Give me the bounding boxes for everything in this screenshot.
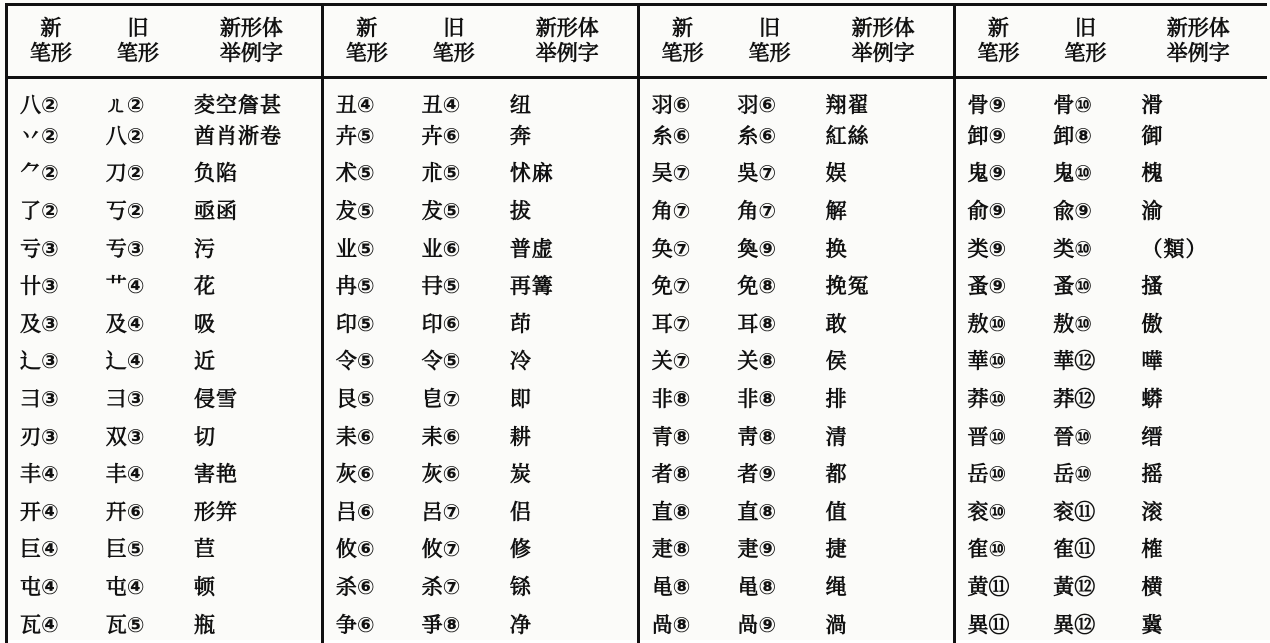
- new-stroke-cell: 开④: [7, 493, 94, 531]
- new-stroke-cell: 令⑤: [322, 343, 409, 381]
- table-row: [7, 267, 1268, 305]
- example-chars-cell: 御: [1130, 117, 1268, 155]
- new-stroke-cell: 杀⑥: [322, 568, 409, 606]
- example-chars-cell: 冀: [1130, 606, 1268, 643]
- old-stroke-cell: 咼⑨: [725, 606, 813, 643]
- old-stroke-cell: 业⑥: [410, 230, 498, 268]
- example-chars-cell: 净: [498, 606, 638, 643]
- old-stroke-cell: 令⑤: [410, 343, 498, 381]
- new-stroke-cell: 非⑧: [638, 380, 725, 418]
- old-stroke-cell: 艹④: [94, 267, 182, 305]
- header-examples: 新形体 举例字: [498, 5, 638, 78]
- new-stroke-cell: 青⑧: [638, 418, 725, 456]
- old-stroke-cell: 类⑩: [1041, 230, 1129, 268]
- table-row: [7, 155, 1268, 193]
- new-stroke-cell: 术⑤: [322, 155, 409, 193]
- new-stroke-cell: 糸⑥: [638, 117, 725, 155]
- example-chars-cell: 切: [182, 418, 322, 456]
- new-stroke-cell: 彐③: [7, 380, 94, 418]
- old-stroke-cell: 灰⑥: [410, 455, 498, 493]
- old-stroke-cell: 兪⑨: [1041, 192, 1129, 230]
- new-stroke-cell: 吴⑦: [638, 155, 725, 193]
- new-stroke-cell: 免⑦: [638, 267, 725, 305]
- new-stroke-cell: 丰④: [7, 455, 94, 493]
- old-stroke-cell: 莽⑫: [1041, 380, 1129, 418]
- old-stroke-cell: 異⑫: [1041, 606, 1129, 643]
- table-row: [7, 343, 1268, 381]
- table-row: [7, 418, 1268, 456]
- old-stroke-cell: 屯④: [94, 568, 182, 606]
- table-row: [7, 606, 1268, 643]
- old-stroke-cell: 非⑧: [725, 380, 813, 418]
- header-examples: 新形体 举例字: [1130, 5, 1268, 78]
- old-stroke-cell: ㄦ②: [94, 78, 182, 118]
- old-stroke-cell: 者⑨: [725, 455, 813, 493]
- old-stroke-cell: 丂②: [94, 192, 182, 230]
- example-chars-cell: 普虚: [498, 230, 638, 268]
- header-old-stroke: 旧 笔形: [725, 5, 813, 78]
- old-stroke-cell: 杀⑦: [410, 568, 498, 606]
- old-stroke-cell: 爭⑧: [410, 606, 498, 643]
- example-chars-cell: 绳: [814, 568, 954, 606]
- new-stroke-cell: 蚤⑨: [954, 267, 1041, 305]
- example-chars-cell: 即: [498, 380, 638, 418]
- example-chars-cell: 酋肖淅卷: [182, 117, 322, 155]
- example-chars-cell: 娱: [814, 155, 954, 193]
- new-stroke-cell: 卄③: [7, 267, 94, 305]
- new-stroke-cell: 疌⑧: [638, 531, 725, 569]
- old-stroke-cell: 骨⑩: [1041, 78, 1129, 118]
- example-chars-cell: 摇: [1130, 455, 1268, 493]
- old-stroke-cell: ⺕③: [94, 380, 182, 418]
- header-old-stroke: 旧 笔形: [410, 5, 498, 78]
- new-stroke-cell: 奂⑦: [638, 230, 725, 268]
- table-row: [7, 192, 1268, 230]
- old-stroke-cell: 亐③: [94, 230, 182, 268]
- example-chars-cell: 近: [182, 343, 322, 381]
- example-chars-cell: 嘩: [1130, 343, 1268, 381]
- table-header-row: [7, 5, 1268, 78]
- old-stroke-cell: 靑⑧: [725, 418, 813, 456]
- example-chars-cell: 榷: [1130, 531, 1268, 569]
- example-chars-cell: 亟函: [182, 192, 322, 230]
- header-new-stroke: 新 笔形: [638, 5, 725, 78]
- new-stroke-cell: 了②: [7, 192, 94, 230]
- new-stroke-cell: 異⑪: [954, 606, 1041, 643]
- example-chars-cell: 负陷: [182, 155, 322, 193]
- old-stroke-cell: 皀⑦: [410, 380, 498, 418]
- old-stroke-cell: 耳⑧: [725, 305, 813, 343]
- new-stroke-cell: 吕⑥: [322, 493, 409, 531]
- old-stroke-cell: 黃⑫: [1041, 568, 1129, 606]
- old-stroke-cell: 犮⑤: [410, 192, 498, 230]
- new-stroke-cell: 骨⑨: [954, 78, 1041, 118]
- table-row: [7, 78, 1268, 118]
- table-row: [7, 568, 1268, 606]
- old-stroke-cell: 蚤⑩: [1041, 267, 1129, 305]
- old-stroke-cell: 華⑫: [1041, 343, 1129, 381]
- old-stroke-cell: 呂⑦: [410, 493, 498, 531]
- example-chars-cell: 紅絲: [814, 117, 954, 155]
- new-stroke-cell: 瓦④: [7, 606, 94, 643]
- example-chars-cell: 傲: [1130, 305, 1268, 343]
- example-chars-cell: 滑: [1130, 78, 1268, 118]
- old-stroke-cell: 印⑥: [410, 305, 498, 343]
- example-chars-cell: （類）: [1130, 230, 1268, 268]
- example-chars-cell: 渦: [814, 606, 954, 643]
- old-stroke-cell: 敖⑩: [1041, 305, 1129, 343]
- example-chars-cell: 再篝: [498, 267, 638, 305]
- example-chars-cell: 清: [814, 418, 954, 456]
- old-stroke-cell: 直⑧: [725, 493, 813, 531]
- new-stroke-cell: 卉⑤: [322, 117, 409, 155]
- new-stroke-cell: 直⑧: [638, 493, 725, 531]
- new-stroke-cell: 印⑤: [322, 305, 409, 343]
- old-stroke-cell: 卉⑥: [410, 117, 498, 155]
- header-new-stroke: 新 笔形: [954, 5, 1041, 78]
- old-stroke-cell: 瓦⑤: [94, 606, 182, 643]
- example-chars-cell: 敢: [814, 305, 954, 343]
- old-stroke-cell: 晉⑩: [1041, 418, 1129, 456]
- old-stroke-cell: 朮⑤: [410, 155, 498, 193]
- old-stroke-cell: 角⑦: [725, 192, 813, 230]
- new-stroke-cell: 黾⑧: [638, 568, 725, 606]
- example-chars-cell: 夌空詹甚: [182, 78, 322, 118]
- new-stroke-cell: 攸⑥: [322, 531, 409, 569]
- example-chars-cell: 怵麻: [498, 155, 638, 193]
- old-stroke-cell: 刀②: [94, 155, 182, 193]
- example-chars-cell: 都: [814, 455, 954, 493]
- new-stroke-cell: ⺈②: [7, 155, 94, 193]
- old-stroke-cell: 八②: [94, 117, 182, 155]
- example-chars-cell: 冷: [498, 343, 638, 381]
- new-stroke-cell: 及③: [7, 305, 94, 343]
- table-row: [7, 230, 1268, 268]
- example-chars-cell: 拔: [498, 192, 638, 230]
- example-chars-cell: 炭: [498, 455, 638, 493]
- example-chars-cell: 害艳: [182, 455, 322, 493]
- table-row: [7, 305, 1268, 343]
- new-stroke-cell: 者⑧: [638, 455, 725, 493]
- old-stroke-cell: 免⑧: [725, 267, 813, 305]
- old-stroke-cell: 隺⑪: [1041, 531, 1129, 569]
- example-chars-cell: 瓶: [182, 606, 322, 643]
- example-chars-cell: 渝: [1130, 192, 1268, 230]
- new-stroke-cell: 敖⑩: [954, 305, 1041, 343]
- example-chars-cell: 顿: [182, 568, 322, 606]
- new-stroke-cell: 鬼⑨: [954, 155, 1041, 193]
- example-chars-cell: 奔: [498, 117, 638, 155]
- new-stroke-cell: 耒⑥: [322, 418, 409, 456]
- example-chars-cell: 解: [814, 192, 954, 230]
- header-new-stroke: 新 笔形: [7, 5, 94, 78]
- new-stroke-cell: 类⑨: [954, 230, 1041, 268]
- header-examples: 新形体 举例字: [182, 5, 322, 78]
- example-chars-cell: 花: [182, 267, 322, 305]
- new-stroke-cell: 灰⑥: [322, 455, 409, 493]
- stroke-form-table: [5, 3, 1267, 643]
- old-stroke-cell: 丰④: [94, 455, 182, 493]
- old-stroke-cell: 黾⑧: [725, 568, 813, 606]
- example-chars-cell: 侣: [498, 493, 638, 531]
- new-stroke-cell: 关⑦: [638, 343, 725, 381]
- new-stroke-cell: 屯④: [7, 568, 94, 606]
- example-chars-cell: 吸: [182, 305, 322, 343]
- header-old-stroke: 旧 笔形: [94, 5, 182, 78]
- table-row: [7, 380, 1268, 418]
- new-stroke-cell: 羽⑥: [638, 78, 725, 118]
- old-stroke-cell: 衮⑪: [1041, 493, 1129, 531]
- old-stroke-cell: 及④: [94, 305, 182, 343]
- new-stroke-cell: 刃③: [7, 418, 94, 456]
- new-stroke-cell: 巨④: [7, 531, 94, 569]
- old-stroke-cell: 疌⑨: [725, 531, 813, 569]
- table-body: [7, 78, 1268, 643]
- example-chars-cell: 苣: [182, 531, 322, 569]
- example-chars-cell: 排: [814, 380, 954, 418]
- new-stroke-cell: 咼⑧: [638, 606, 725, 643]
- example-chars-cell: 污: [182, 230, 322, 268]
- header-examples: 新形体 举例字: [814, 5, 954, 78]
- example-chars-cell: 侯: [814, 343, 954, 381]
- table-row: [7, 531, 1268, 569]
- new-stroke-cell: 丑④: [322, 78, 409, 118]
- example-chars-cell: 茚: [498, 305, 638, 343]
- new-stroke-cell: 隺⑩: [954, 531, 1041, 569]
- example-chars-cell: 槐: [1130, 155, 1268, 193]
- new-stroke-cell: 俞⑨: [954, 192, 1041, 230]
- new-stroke-cell: 业⑤: [322, 230, 409, 268]
- example-chars-cell: 蟒: [1130, 380, 1268, 418]
- old-stroke-cell: 丑④: [410, 78, 498, 118]
- new-stroke-cell: 衮⑩: [954, 493, 1041, 531]
- old-stroke-cell: 辶④: [94, 343, 182, 381]
- example-chars-cell: 挽冤: [814, 267, 954, 305]
- old-stroke-cell: 双③: [94, 418, 182, 456]
- old-stroke-cell: 吳⑦: [725, 155, 813, 193]
- old-stroke-cell: 冄⑤: [410, 267, 498, 305]
- new-stroke-cell: 犮⑤: [322, 192, 409, 230]
- new-stroke-cell: 莽⑩: [954, 380, 1041, 418]
- new-stroke-cell: 黄⑪: [954, 568, 1041, 606]
- example-chars-cell: 值: [814, 493, 954, 531]
- example-chars-cell: 横: [1130, 568, 1268, 606]
- example-chars-cell: 翔翟: [814, 78, 954, 118]
- new-stroke-cell: 冉⑤: [322, 267, 409, 305]
- old-stroke-cell: 巨⑤: [94, 531, 182, 569]
- new-stroke-cell: 晋⑩: [954, 418, 1041, 456]
- new-stroke-cell: 角⑦: [638, 192, 725, 230]
- old-stroke-cell: 糸⑥: [725, 117, 813, 155]
- new-stroke-cell: 艮⑤: [322, 380, 409, 418]
- old-stroke-cell: 奐⑨: [725, 230, 813, 268]
- example-chars-cell: 铩: [498, 568, 638, 606]
- table-row: [7, 455, 1268, 493]
- new-stroke-cell: 辶③: [7, 343, 94, 381]
- example-chars-cell: 换: [814, 230, 954, 268]
- header-old-stroke: 旧 笔形: [1041, 5, 1129, 78]
- example-chars-cell: 修: [498, 531, 638, 569]
- old-stroke-cell: 卸⑧: [1041, 117, 1129, 155]
- example-chars-cell: 纽: [498, 78, 638, 118]
- old-stroke-cell: 幵⑥: [94, 493, 182, 531]
- new-stroke-cell: 八②: [7, 78, 94, 118]
- table-row: [7, 117, 1268, 155]
- old-stroke-cell: 岳⑩: [1041, 455, 1129, 493]
- old-stroke-cell: 鬼⑩: [1041, 155, 1129, 193]
- new-stroke-cell: 争⑥: [322, 606, 409, 643]
- header-new-stroke: 新 笔形: [322, 5, 409, 78]
- table-row: [7, 493, 1268, 531]
- example-chars-cell: 耕: [498, 418, 638, 456]
- old-stroke-cell: 耒⑥: [410, 418, 498, 456]
- new-stroke-cell: 岳⑩: [954, 455, 1041, 493]
- old-stroke-cell: 羽⑥: [725, 78, 813, 118]
- example-chars-cell: 捷: [814, 531, 954, 569]
- old-stroke-cell: 关⑧: [725, 343, 813, 381]
- example-chars-cell: 搔: [1130, 267, 1268, 305]
- example-chars-cell: 滚: [1130, 493, 1268, 531]
- new-stroke-cell: 丷②: [7, 117, 94, 155]
- example-chars-cell: 形笄: [182, 493, 322, 531]
- old-stroke-cell: 攸⑦: [410, 531, 498, 569]
- example-chars-cell: 缙: [1130, 418, 1268, 456]
- new-stroke-cell: 亏③: [7, 230, 94, 268]
- new-stroke-cell: 卸⑨: [954, 117, 1041, 155]
- new-stroke-cell: 耳⑦: [638, 305, 725, 343]
- new-stroke-cell: 華⑩: [954, 343, 1041, 381]
- example-chars-cell: 侵雪: [182, 380, 322, 418]
